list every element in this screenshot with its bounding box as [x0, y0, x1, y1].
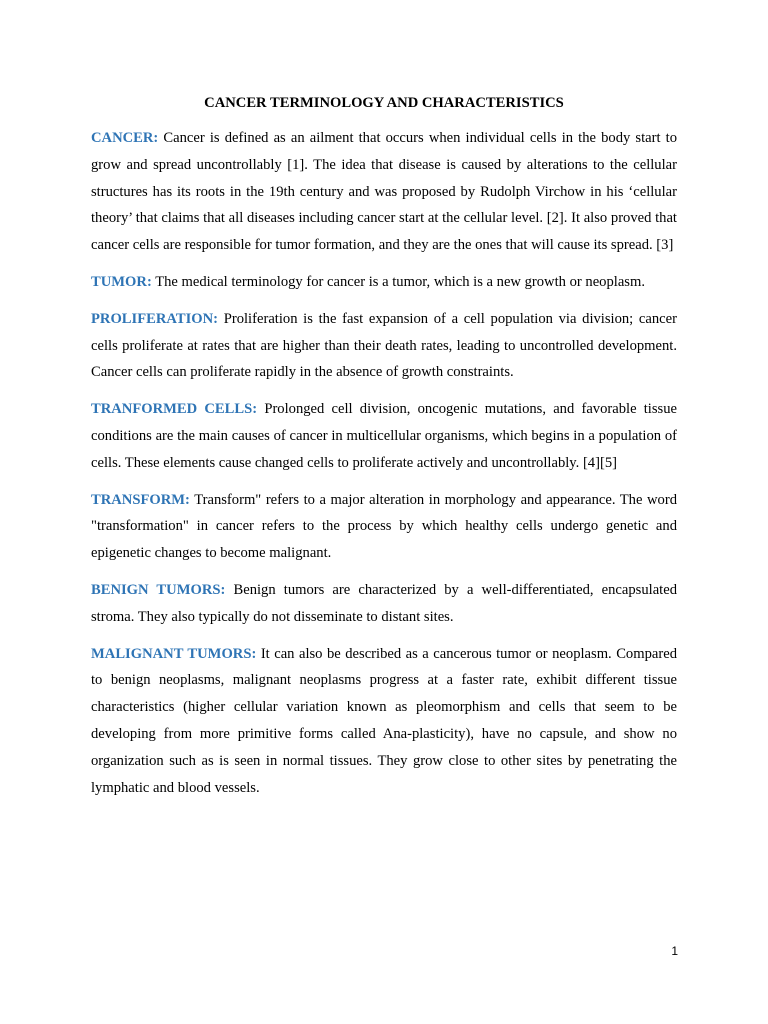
term-benign-tumors: BENIGN TUMORS:	[91, 581, 226, 598]
definition-transformed-cells: Prolonged cell division, oncogenic mutations, and favorable tissue conditions are the main causes of cancer in multicellular organisms, which begins in a population of cells. These elements cause changed cells to proliferate actively and uncontrollably. [4][5]	[91, 401, 677, 471]
section-transformed-cells	[91, 396, 677, 476]
term-proliferation: PROLIFERATION:	[91, 310, 219, 327]
term-malignant-tumors: MALIGNANT TUMORS:	[91, 645, 257, 662]
document-title: CANCER TERMINOLOGY AND CHARACTERISTICS	[204, 95, 564, 111]
section-malignant-tumors	[91, 641, 677, 802]
definition-benign-tumors: Benign tumors are characterized by a well-differentiated, encapsulated stroma. They also typically do not disseminate to distant sites.	[91, 581, 677, 625]
term-transform: TRANSFORM:	[91, 491, 190, 508]
term-cancer: CANCER:	[91, 130, 159, 146]
section-cancer	[91, 125, 677, 259]
definition-transform: Transform" refers to a major alteration in morphology and appearance. The word "transformation" in cancer refers to the process by which healthy cells undergo genetic and epigenetic changes to become malignant.	[91, 491, 677, 562]
section-proliferation	[91, 306, 677, 386]
page-number: 1	[671, 944, 678, 958]
document-body	[91, 125, 677, 811]
definition-tumor: The medical terminology for cancer is a tumor, which is a new growth or neoplasm.	[155, 273, 645, 290]
term-tumor: TUMOR:	[91, 273, 152, 290]
definition-cancer: Cancer is defined as an ailment that occurs when individual cells in the body start to grow and spread uncontrollably [1]. The idea that disease is caused by alterations to the cellular structures has its roots in the 19th century and was proposed by Rudolph Virchow in his ‘cellular theory’ that claims that all diseases including cancer start at the cellular level. [2]. It also proved that cancer cells are responsible for tumor formation, and they are the ones that will cause its spread. [3]	[91, 130, 678, 254]
section-benign-tumors	[91, 577, 677, 631]
term-transformed-cells: TRANFORMED CELLS:	[91, 401, 258, 418]
definition-proliferation: Proliferation is the fast expansion of a cell population via division; cancer cells proliferate at rates that are higher than their death rates, leading to uncontrolled development. Cancer cells can proliferate rapidly in the absence of growth constraints.	[91, 310, 677, 381]
section-transform	[91, 487, 677, 567]
definition-malignant-tumors: It can also be described as a cancerous tumor or neoplasm. Compared to benign neoplasms, malignant neoplasms progress at a faster rate, exhibit different tissue characteristics (higher cellular variation known as pleomorphism and cells that seem to be developing from more primitive forms called Ana-plasticity), have no capsule, and show no organization such as is seen in normal tissues. They grow close to other sites by penetrating the lymphatic and blood vessels.	[91, 645, 677, 796]
section-tumor	[91, 269, 677, 296]
